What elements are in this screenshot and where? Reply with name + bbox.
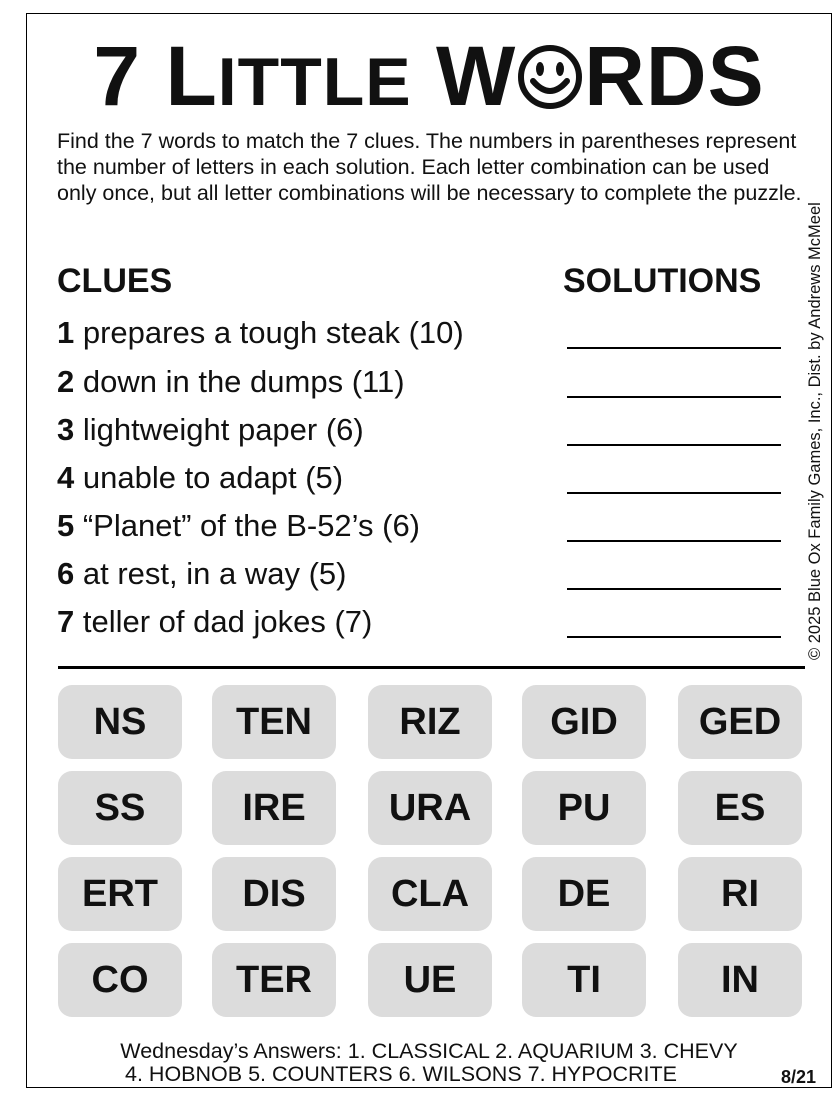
solution-blank-2[interactable] [567, 396, 781, 398]
solution-blank-1[interactable] [567, 347, 781, 349]
clue-6: 6 at rest, in a way (5) [57, 556, 347, 591]
title-part: RDS [584, 29, 765, 123]
letter-tile[interactable]: NS [58, 685, 182, 759]
puzzle-title [26, 30, 832, 128]
clue-2: 2 down in the dumps (11) [57, 364, 405, 399]
letter-tile[interactable]: TER [212, 943, 336, 1017]
puzzle-date: 8/21 [781, 1067, 817, 1087]
letter-tile[interactable]: ERT [58, 857, 182, 931]
copyright-credit: © 2025 Blue Ox Family Games, Inc., Dist. by Andrews McMeel [806, 202, 824, 660]
clue-7: 7 teller of dad jokes (7) [57, 604, 373, 639]
letter-tile[interactable]: DIS [212, 857, 336, 931]
letter-tile[interactable]: DE [522, 857, 646, 931]
smiley-icon [516, 43, 584, 111]
solution-blank-5[interactable] [567, 540, 781, 542]
solution-blank-3[interactable] [567, 444, 781, 446]
letter-tile[interactable]: URA [368, 771, 492, 845]
letter-tile[interactable]: IRE [212, 771, 336, 845]
previous-answers [26, 1040, 832, 1086]
title-part: W [411, 29, 517, 123]
letter-tile[interactable]: GED [678, 685, 802, 759]
letter-tile[interactable]: PU [522, 771, 646, 845]
letter-tile[interactable]: TI [522, 943, 646, 1017]
answers-line-1: Wednesday’s Answers: 1. CLASSICAL 2. AQUARIUM 3. CHEVY [120, 1039, 738, 1063]
letter-tile[interactable]: CO [58, 943, 182, 1017]
letter-tile[interactable]: GID [522, 685, 646, 759]
solution-blank-4[interactable] [567, 492, 781, 494]
instructions: Find the 7 words to match the 7 clues. The numbers in parentheses represent the number of letters in each solution. Each letter combination can be used only once, but all letter combinations will be necessary to complete the puzzle. [57, 129, 802, 205]
clue-5: 5 “Planet” of the B-52’s (6) [57, 508, 421, 543]
answers-line-2: 4. HOBNOB 5. COUNTERS 6. WILSONS 7. HYPOCRITE [125, 1062, 677, 1086]
letter-tile[interactable]: TEN [212, 685, 336, 759]
title-part: ITTLE [217, 44, 412, 120]
letter-tile[interactable]: ES [678, 771, 802, 845]
letter-tile[interactable]: UE [368, 943, 492, 1017]
clue-4: 4 unable to adapt (5) [57, 460, 344, 495]
solutions-header: SOLUTIONS [563, 262, 762, 300]
letter-tile[interactable]: RI [678, 857, 802, 931]
clue-3: 3 lightweight paper (6) [57, 412, 364, 447]
divider [58, 666, 805, 669]
letter-tile[interactable]: CLA [368, 857, 492, 931]
clues-header: CLUES [57, 262, 173, 300]
letter-tile[interactable]: SS [58, 771, 182, 845]
clue-1: 1 prepares a tough steak (10) [57, 315, 464, 350]
letter-tile[interactable]: RIZ [368, 685, 492, 759]
solution-blank-7[interactable] [567, 636, 781, 638]
title-part: 7 L [93, 29, 218, 123]
solution-blank-6[interactable] [567, 588, 781, 590]
letter-tile[interactable]: IN [678, 943, 802, 1017]
